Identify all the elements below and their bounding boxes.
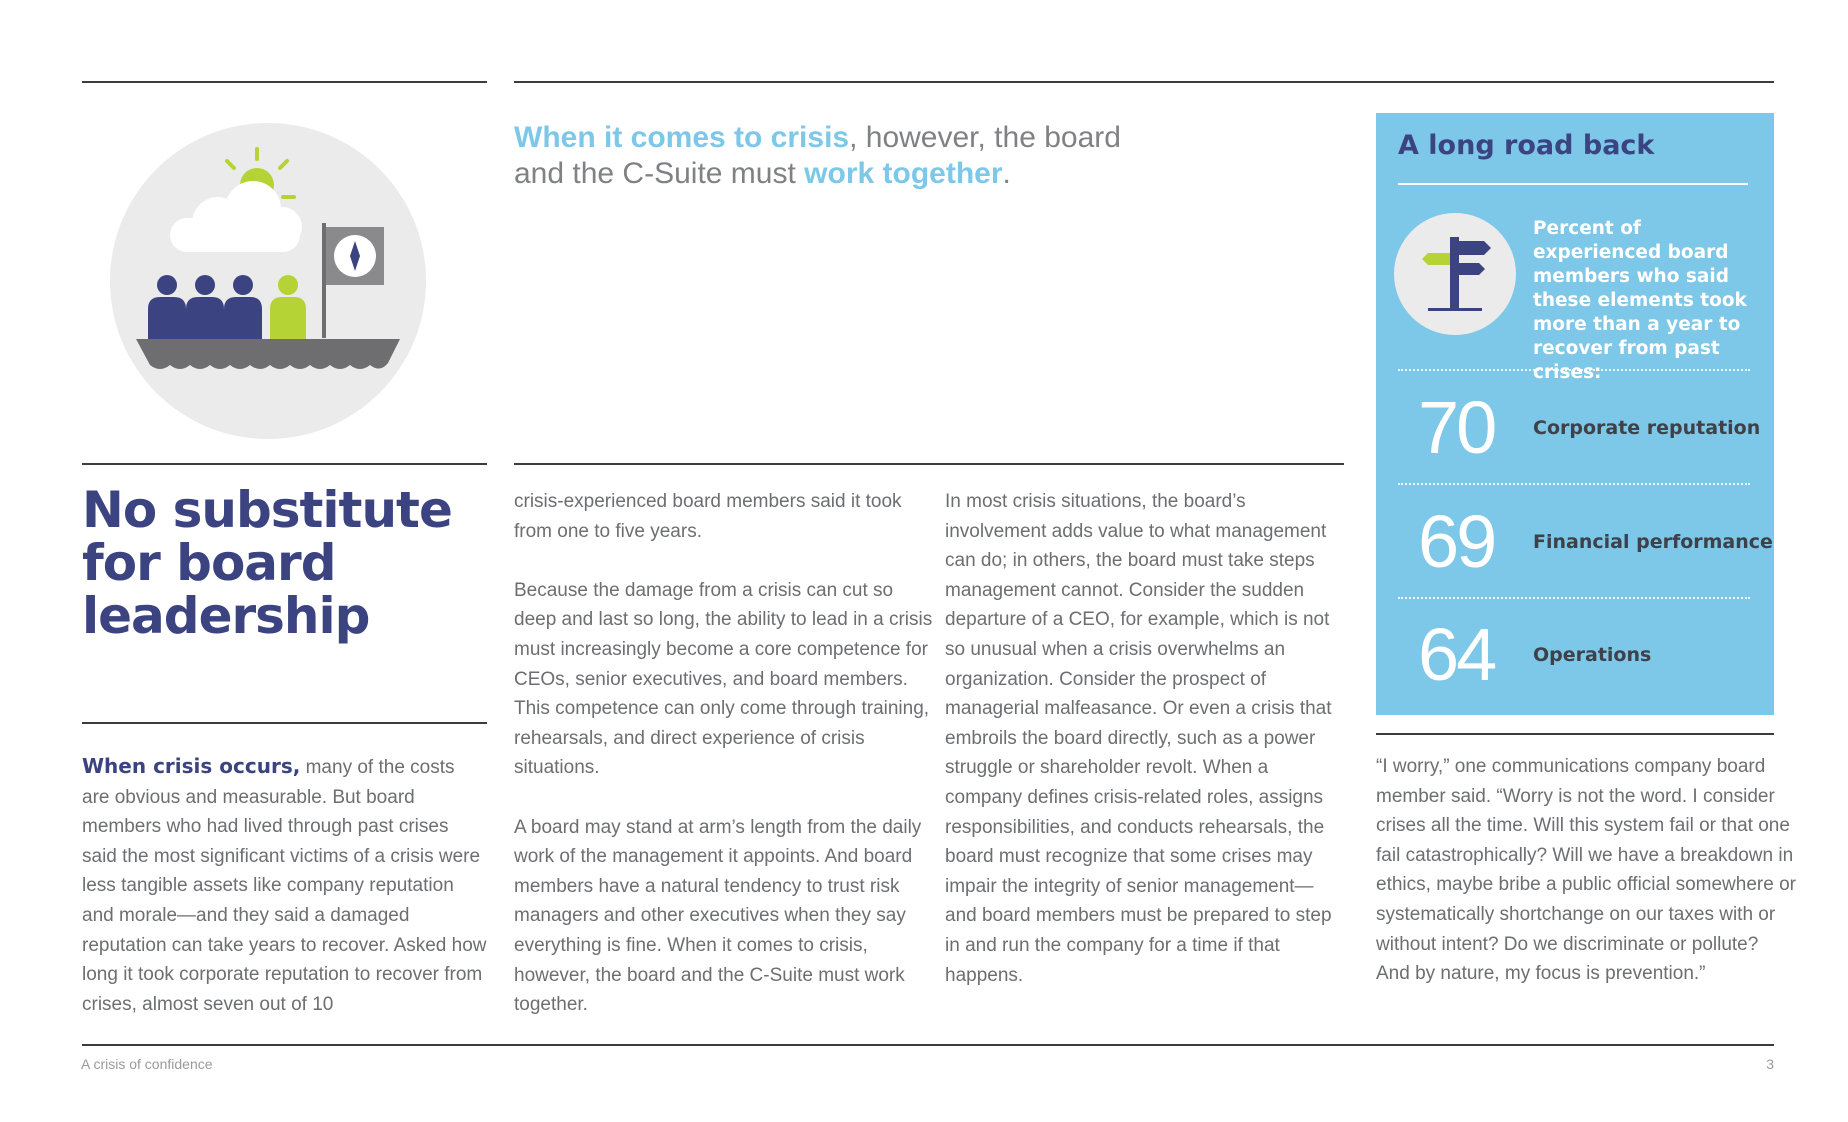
lower-rule-right	[1376, 733, 1774, 735]
page-number: 3	[1766, 1056, 1774, 1072]
mid-rule-center	[514, 463, 1344, 465]
lead-in: When crisis occurs,	[82, 754, 301, 778]
board-member-quote: “I worry,” one communications company board member said. “Worry is not the word. I consider crises all the time. Will this system fail or that one fail catastrophically? Will we have a breakdown in ethics, maybe bribe a public official somewhere or systematically shortchange on our taxes with or without intent? Do we discriminate or pollute? And by nature, my focus is prevention.”	[1376, 756, 1796, 985]
pull-quote-highlight-2: work together	[804, 157, 1003, 190]
stat-label: Financial performance	[1533, 531, 1773, 553]
col1-text: many of the costs are obvious and measurable. But board members who had lived through past crises said the most significant victims of a crisis were less tangible assets like company reputation and morale—and they said a damaged reputation can take years to recover. Asked how long it took corporate reputation to recover from crises, almost seven out of 10	[82, 757, 487, 1015]
sidebar-title-rule	[1398, 183, 1748, 185]
top-rule-left	[82, 81, 487, 83]
sidebar-title: A long road back	[1398, 130, 1655, 161]
pull-quote-middle: , however, the board and the C-Suite must	[514, 121, 1121, 190]
board-boat-illustration	[110, 123, 426, 439]
stat-value: 64	[1418, 613, 1495, 696]
mid-rule-left	[82, 463, 487, 465]
col2-paragraph-2: Because the damage from a crisis can cut so deep and last so long, the ability to lead in a crisis must increasingly become a core competence for CEOs, senior executives, and board members. This competence can only come through training, rehearsals, and direct experience of crisis situations.	[514, 579, 933, 779]
footer-publication-title: A crisis of confidence	[81, 1056, 213, 1072]
pull-quote-end: .	[1002, 157, 1011, 190]
dotted-divider	[1398, 483, 1750, 485]
boat-hull	[136, 339, 400, 369]
stat-value: 70	[1418, 386, 1495, 469]
col2-paragraph-1: crisis-experienced board members said it took from one to five years.	[514, 491, 902, 542]
stat-value: 69	[1418, 500, 1495, 583]
dotted-divider	[1398, 597, 1750, 599]
stat-row	[1376, 383, 1774, 473]
signpost-icon	[1394, 213, 1516, 335]
body-column-4	[1376, 752, 1796, 989]
top-rule-right	[514, 81, 1774, 83]
stat-label: Corporate reputation	[1533, 417, 1761, 439]
body-column-1	[82, 752, 487, 1019]
footer-rule	[82, 1044, 1774, 1046]
pull-quote	[514, 120, 1134, 192]
stat-row	[1376, 497, 1774, 587]
page-title: No substitute for board leadership	[82, 481, 452, 645]
col3-paragraph-1: In most crisis situations, the board’s involvement adds value to what management can do; in others, the board must take steps management cannot. Consider the sudden departure of a CEO, for example, which is not so unusual when a crisis overwhelms an organization. Consider the prospect of managerial malfeasance. Or even a crisis that embroils the board directly, such as a power struggle or shareholder revolt. When a company defines crisis-related roles, assigns responsibilities, and conducts rehearsals, the board must recognize that some crises may impair the integrity of senior management—and board members must be prepared to step in and run the company for a time if that happens.	[945, 491, 1332, 986]
sidebar-description: Percent of experienced board members who said these elements took more than a year to recover from past crises:	[1533, 218, 1747, 383]
body-column-3	[945, 487, 1345, 990]
body-column-2	[514, 487, 934, 1020]
stat-row	[1376, 610, 1774, 700]
col2-paragraph-3: A board may stand at arm’s length from the daily work of the management it appoints. And board members have a natural tendency to trust risk managers and other executives when they say everything is fine. When it comes to crisis, however, the board and the C-Suite must work together.	[514, 816, 922, 1016]
pull-quote-highlight-1: When it comes to crisis	[514, 121, 850, 154]
lower-rule-left	[82, 722, 487, 724]
dotted-divider	[1398, 369, 1750, 371]
sidebar-panel	[1376, 113, 1774, 715]
stat-label: Operations	[1533, 644, 1652, 666]
